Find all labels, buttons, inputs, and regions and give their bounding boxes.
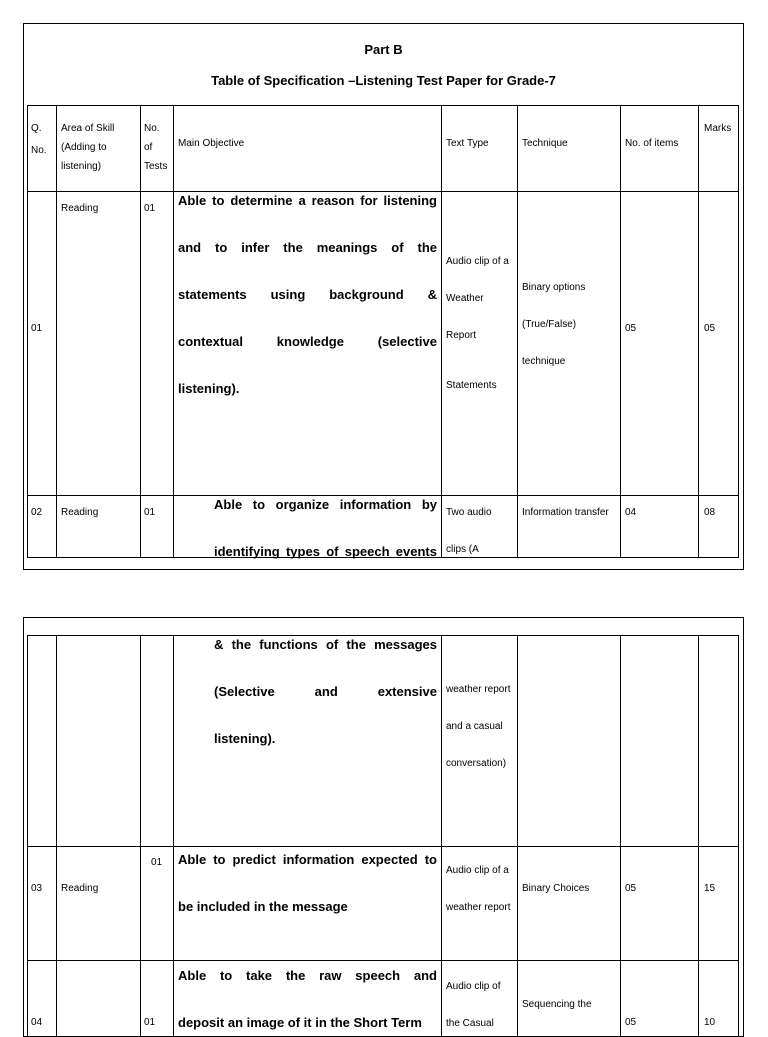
table-row bbox=[28, 961, 739, 1037]
header-q-no: Q. No. bbox=[28, 106, 57, 192]
spec-table-part-1 bbox=[27, 105, 739, 558]
cell-area: Reading bbox=[57, 847, 141, 961]
table-row bbox=[28, 192, 739, 496]
header-no-of-tests: No. of Tests bbox=[141, 106, 174, 192]
cell-tests: 01 bbox=[141, 847, 174, 961]
header-technique: Technique bbox=[518, 106, 621, 192]
cell-no-of-items bbox=[621, 636, 699, 847]
cell-text-type: Two audio clips (A bbox=[442, 496, 518, 558]
cell-tests: 01 bbox=[141, 961, 174, 1037]
cell-area: Reading bbox=[57, 496, 141, 558]
page-2 bbox=[23, 617, 744, 1037]
header-text-type: Text Type bbox=[442, 106, 518, 192]
cell-marks: 10 bbox=[699, 961, 739, 1037]
cell-technique: Binary options (True/False) technique bbox=[518, 192, 621, 496]
header-main-objective: Main Objective bbox=[174, 106, 442, 192]
cell-tests: 01 bbox=[141, 496, 174, 558]
cell-technique bbox=[518, 636, 621, 847]
part-heading: Part B bbox=[24, 42, 743, 57]
table-row bbox=[28, 496, 739, 558]
cell-main-objective: & the functions of the messages (Selective and extensive listening). bbox=[174, 636, 442, 847]
cell-q-no: 02 bbox=[28, 496, 57, 558]
cell-main-objective: Able to take the raw speech and deposit an image of it in the Short Term bbox=[174, 961, 442, 1037]
cell-q-no: 04 bbox=[28, 961, 57, 1037]
cell-marks: 08 bbox=[699, 496, 739, 558]
document-title: Table of Specification –Listening Test Paper for Grade-7 bbox=[24, 73, 743, 88]
cell-q-no: 03 bbox=[28, 847, 57, 961]
cell-tests: 01 bbox=[141, 192, 174, 496]
cell-q-no: 01 bbox=[28, 192, 57, 496]
cell-no-of-items: 04 bbox=[621, 496, 699, 558]
cell-q-no bbox=[28, 636, 57, 847]
cell-no-of-items: 05 bbox=[621, 961, 699, 1037]
page-1 bbox=[23, 23, 744, 570]
cell-technique: Sequencing the bbox=[518, 961, 621, 1037]
cell-technique: Binary Choices bbox=[518, 847, 621, 961]
spec-table-part-2 bbox=[27, 635, 739, 1037]
cell-marks bbox=[699, 636, 739, 847]
cell-main-objective: Able to organize information by identifying types of speech events bbox=[174, 496, 442, 558]
cell-marks: 05 bbox=[699, 192, 739, 496]
cell-no-of-items: 05 bbox=[621, 847, 699, 961]
cell-area bbox=[57, 961, 141, 1037]
header-no-of-items: No. of items bbox=[621, 106, 699, 192]
cell-text-type: Audio clip of the Casual bbox=[442, 961, 518, 1037]
header-marks: Marks bbox=[699, 106, 739, 192]
cell-text-type: weather report and a casual conversation) bbox=[442, 636, 518, 847]
cell-technique: Information transfer bbox=[518, 496, 621, 558]
cell-no-of-items: 05 bbox=[621, 192, 699, 496]
cell-text-type: Audio clip of a weather report bbox=[442, 847, 518, 961]
cell-area: Reading bbox=[57, 192, 141, 496]
cell-tests bbox=[141, 636, 174, 847]
cell-main-objective: Able to predict information expected to be included in the message bbox=[174, 847, 442, 961]
cell-main-objective: Able to determine a reason for listening and to infer the meanings of the statements using background & contextual knowledge (selective listening). bbox=[174, 192, 442, 496]
table-header-row bbox=[28, 106, 739, 192]
table-row bbox=[28, 847, 739, 961]
header-area-of-skill: Area of Skill (Adding to listening) bbox=[57, 106, 141, 192]
cell-area bbox=[57, 636, 141, 847]
table-row bbox=[28, 636, 739, 847]
cell-marks: 15 bbox=[699, 847, 739, 961]
cell-text-type: Audio clip of a Weather Report Statements bbox=[442, 192, 518, 496]
